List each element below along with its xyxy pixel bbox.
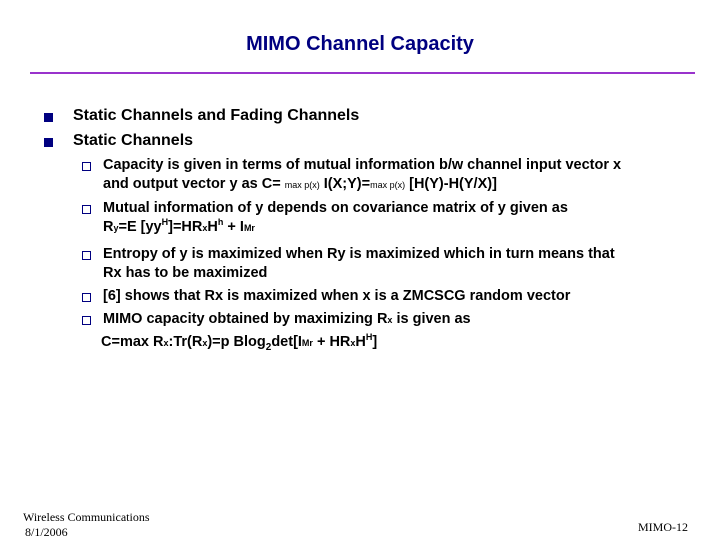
checkbox-bullet-icon — [82, 205, 91, 214]
sub-bullet-mimo-capacity — [103, 310, 703, 330]
bullet-static-and-fading: Static Channels and Fading Channels — [73, 107, 360, 124]
footer-course-info — [23, 510, 150, 540]
sub-bullet-ref6: [6] shows that Rx is maximized when x is a ZMCSCG random vector — [103, 288, 571, 304]
checkbox-bullet-icon — [82, 293, 91, 302]
mutual-line1: Mutual information of y depends on covariance matrix of y given as — [103, 200, 568, 216]
checkbox-bullet-icon — [82, 162, 91, 171]
checkbox-bullet-icon — [82, 251, 91, 260]
covariance-formula: Ry=E $[yy^H]=HRxH^h$ + IMr — [103, 217, 255, 235]
footer-date: 8/1/2006 — [25, 525, 68, 539]
footer-slide-number: MIMO-12 — [638, 520, 688, 534]
sub-bullet-mutual-information — [103, 199, 703, 238]
mimo-line1: MIMO capacity obtained by maximizing Rx is given as — [103, 311, 471, 327]
bullet-static-channels: Static Channels — [73, 132, 194, 149]
sub-bullet-entropy — [103, 245, 703, 283]
capacity-line1: Capacity is given in terms of mutual information b/w channel input vector x — [103, 157, 622, 173]
bullet-square-icon — [44, 138, 53, 147]
mimo-capacity-formula: C=max Rx:Tr(Rx)=p Blog$_2$det[IMr + HRxH$^H$] — [101, 332, 378, 353]
capacity-line2: and output vector y as C= max p(x) I(X;Y)=max p(x) [H(Y)-H(Y/X)] — [103, 176, 497, 192]
checkbox-bullet-icon — [82, 316, 91, 325]
entropy-line2: Rx has to be maximized — [103, 265, 268, 281]
bullet-square-icon — [44, 113, 53, 122]
footer-course-name: Wireless Communications — [23, 510, 150, 524]
sub-bullet-capacity — [103, 156, 703, 195]
entropy-line1: Entropy of y is maximized when Ry is maximized which in turn means that — [103, 246, 615, 262]
slide-title: MIMO Channel Capacity — [246, 33, 474, 55]
title-divider — [30, 72, 695, 74]
